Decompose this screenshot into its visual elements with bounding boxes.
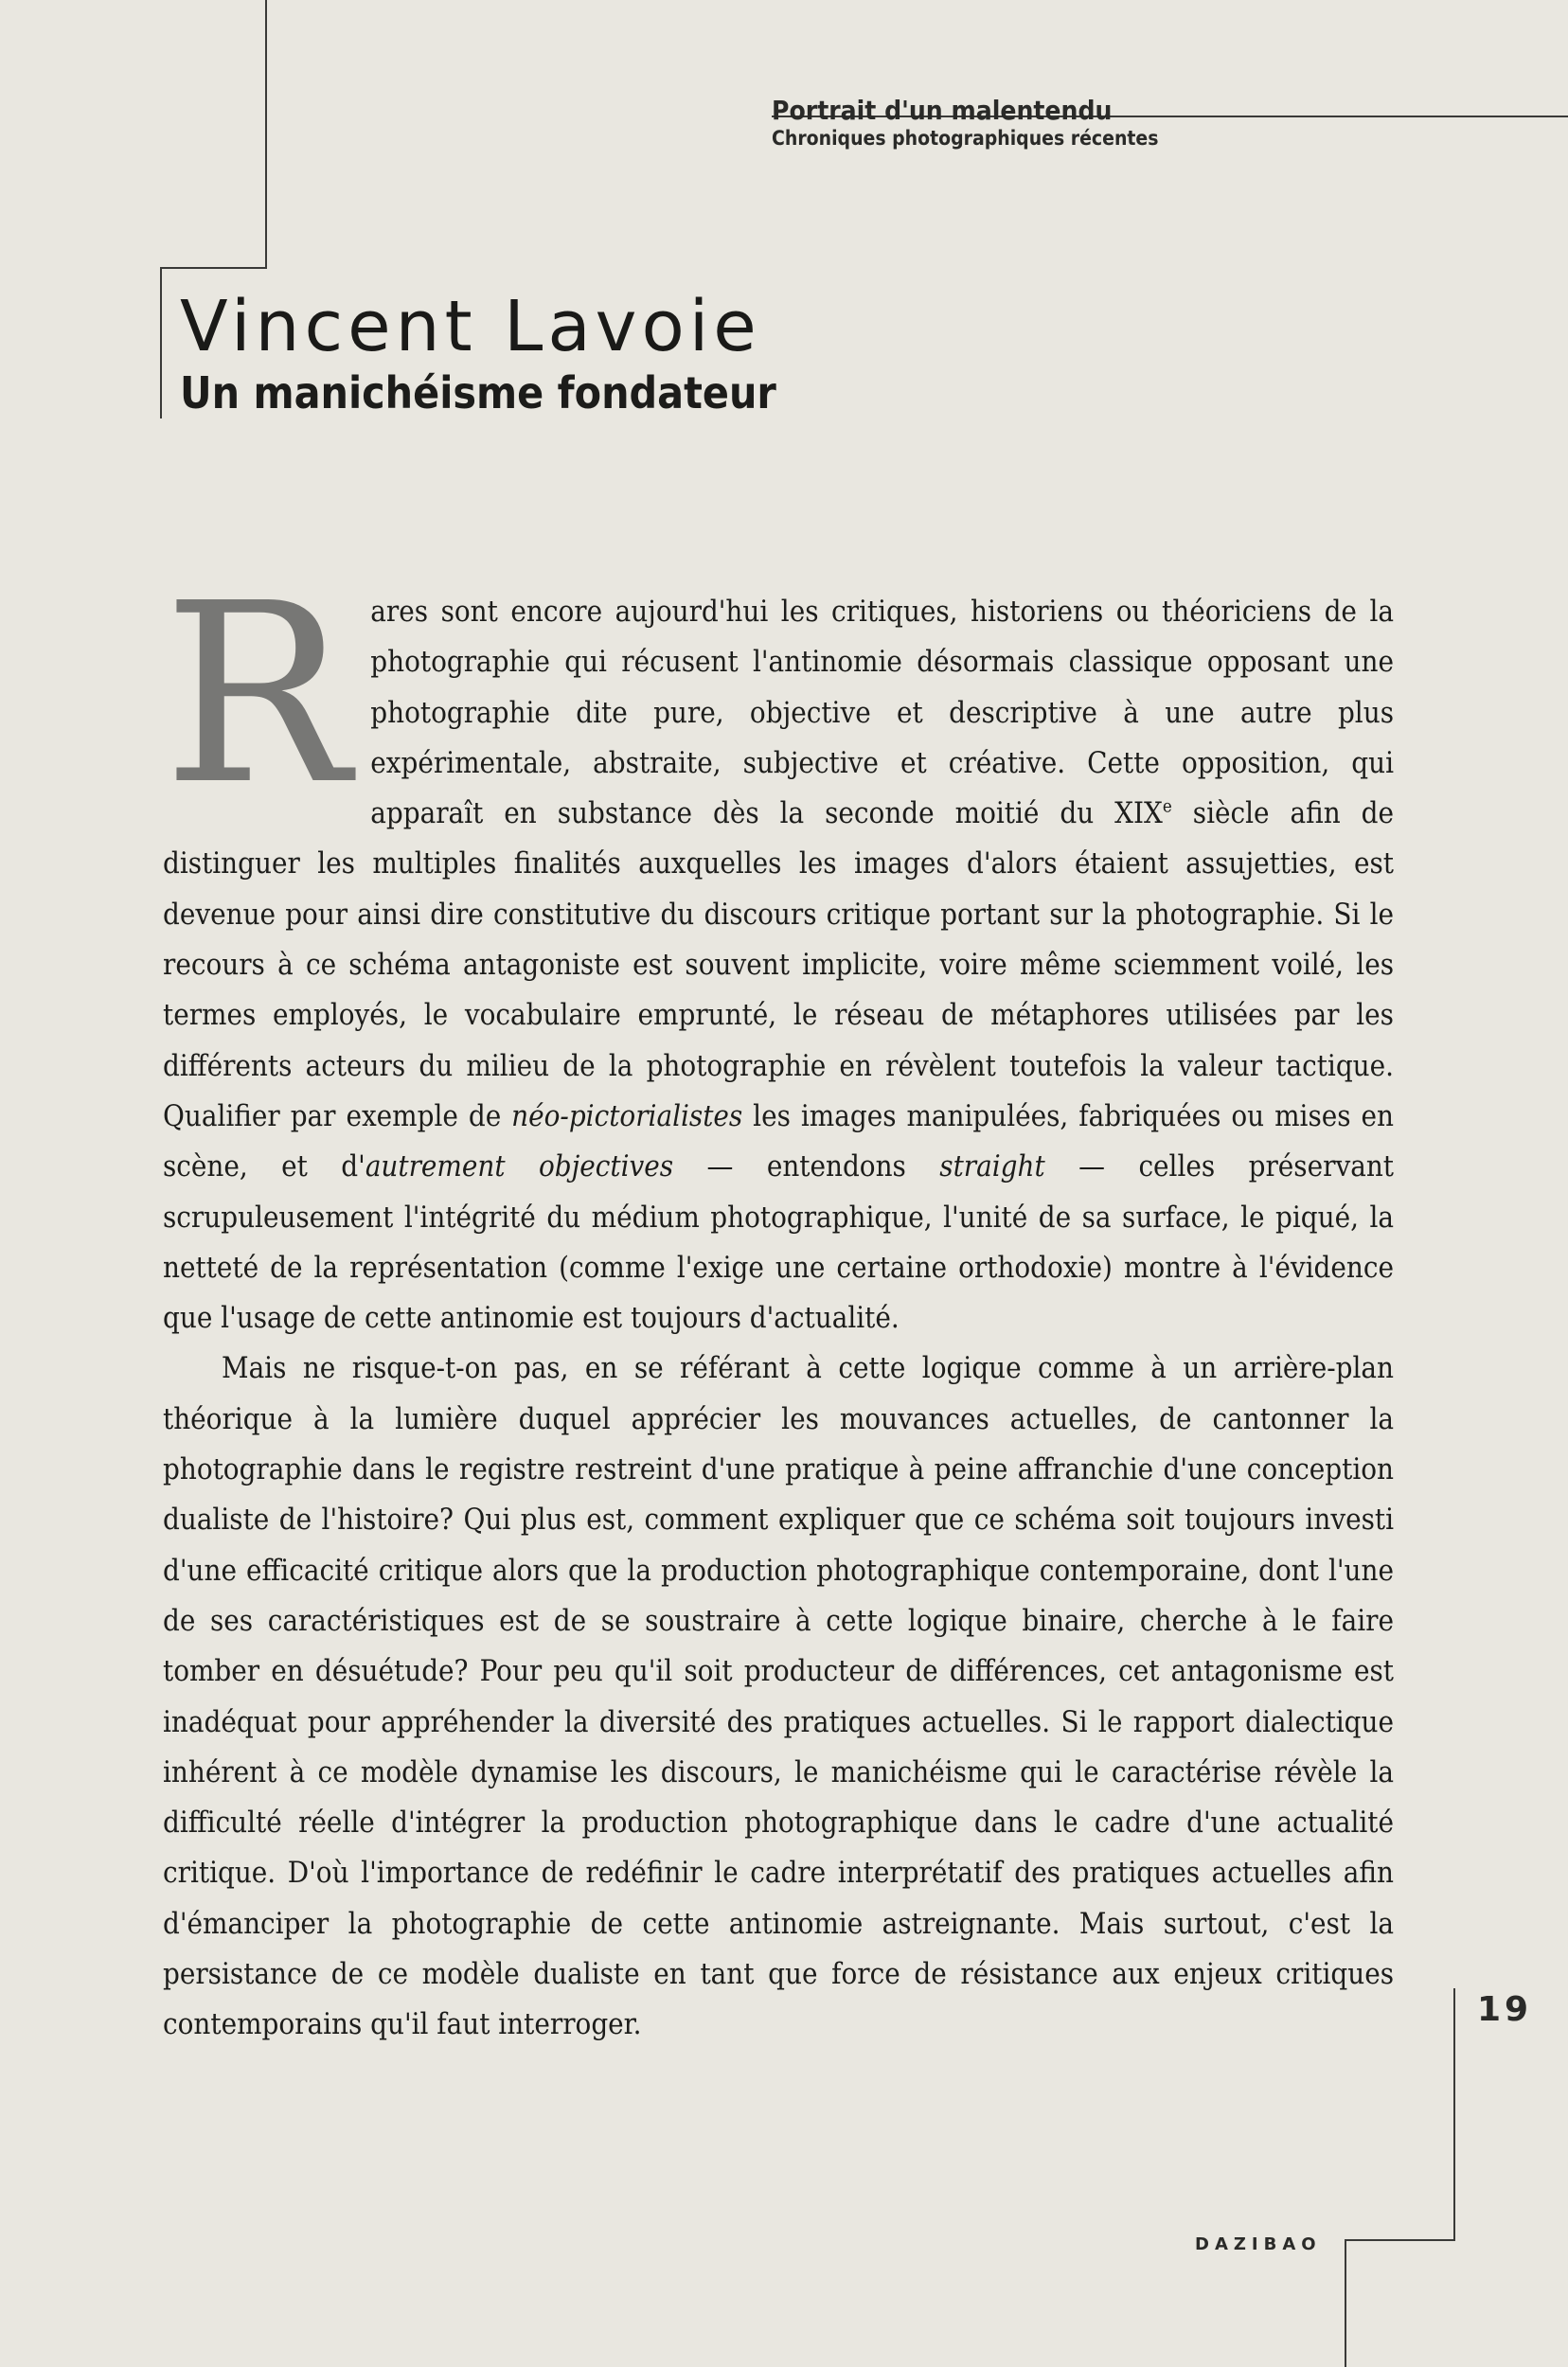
paragraph-2: Mais ne risque-t-on pas, en se référant à cette logique comme à un arrière-plan théorique à la lumière duquel apprécier les mouvances actuelles, de cantonner la photographie dans le registre restreint d'une pratique à peine affranchie d'une conception dualiste de l'histoire? Qui plus est, comment expliquer que ce schéma soit toujours investi d'une efficacité critique alors que la production photographique contemporaine, dont l'une de ses caractéristiques est de se soustraire à cette logique binaire, cherche à le faire tomber en désuétude? Pour peu qu'il soit producteur de différences, cet antagonisme est inadéquat pour appréhender la diversité des pratiques actuelles. Si le rapport dialectique inhérent à ce modèle dynamise les discours, le manichéisme qui le caractérise révèle la difficulté réelle d'intégrer la production photographique dans le cadre d'une actualité critique. D'où l'importance de redéfinir le cadre interprétatif des pratiques actuelles afin d'émanciper la photographie de cette antinomie astreignante. Mais surtout, c'est la persistance de ce modèle dualiste en tant que force de résistance aux enjeux critiques contemporains qu'il faut interroger.	[163, 1351, 1394, 2042]
superscript-e: e	[1162, 796, 1172, 817]
series-title: Portrait d'un malentendu	[772, 95, 1113, 126]
rule-top-corner	[160, 267, 267, 269]
drop-cap: R	[163, 550, 350, 839]
paragraph-1	[163, 550, 1395, 1344]
rule-page-number-vertical	[1453, 1988, 1455, 2240]
article-title-block	[180, 286, 776, 419]
italic-term-straight: straight	[939, 1149, 1045, 1184]
paragraph-1-text-b: siècle afin de distinguer les multiples finalités auxquelles les images d'alors étaient assujetties, est devenue pour ainsi dire constitutive du discours critique portant sur la photographie. Si le recours à ce schéma antagoniste est souvent implicite, voire même sciemment voilé, les termes employés, le vocabulaire emprunté, le réseau de métaphores utilisées par les différents acteurs du milieu de la photographie en révèlent toutefois la valeur tactique. Qualifier par exemple de	[163, 796, 1395, 1133]
italic-term-autrement-objectives: autrement objectives	[365, 1149, 674, 1184]
publication-footer: DAZIBAO	[1195, 2234, 1322, 2254]
series-subtitle: Chroniques photographiques récentes	[772, 127, 1159, 150]
rule-bottom-horizontal	[1345, 2239, 1455, 2241]
article-body	[163, 550, 1395, 2051]
rule-top-vertical	[265, 0, 267, 269]
italic-term-neo-pictorialistes: néo-pictorialistes	[511, 1098, 743, 1133]
author-name: Vincent Lavoie	[180, 286, 761, 367]
paragraph-1-text-c: les images manipulées, fabriquées ou mises en scène, et d'	[163, 1098, 1394, 1184]
rule-title-vertical	[160, 267, 162, 418]
paragraph-1-text-d: — entendons	[673, 1149, 940, 1184]
paragraph-1-text-a: ares sont encore aujourd'hui les critiques, historiens ou théoriciens de la photographie qui récusent l'antinomie désormais classique opposant une photographie dite pure, objective et descriptive à une autre plus expérimentale, abstraite, subjective et créative. Cette opposition, qui apparaît en substance dès la seconde moitié du XIX	[370, 595, 1394, 831]
article-title: Un manichéisme fondateur	[180, 367, 776, 418]
paragraph-1-text-e: — celles préservant scrupuleusement l'intégrité du médium photographique, l'unité de sa surface, le piqué, la netteté de la représentation (comme l'exige une certaine orthodoxie) montre à l'évidence que l'usage de cette antinomie est toujours d'actualité.	[163, 1149, 1394, 1336]
running-header	[772, 95, 1159, 150]
rule-bottom-vertical	[1345, 2239, 1346, 2367]
page-number: 19	[1477, 1990, 1533, 2029]
